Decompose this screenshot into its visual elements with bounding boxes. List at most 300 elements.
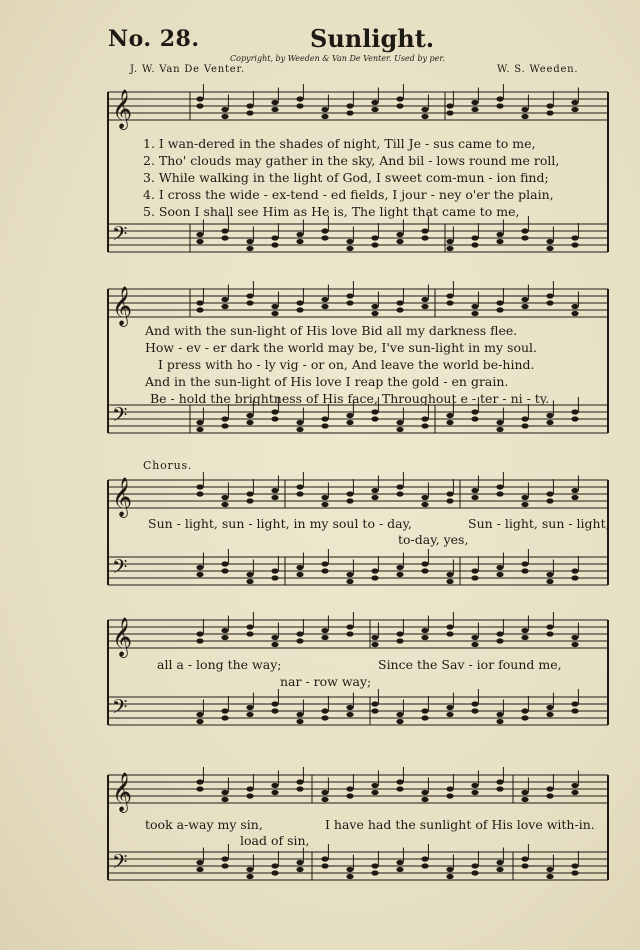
treble-clef-icon: 𝄞: [112, 477, 133, 517]
note-head: [446, 572, 453, 577]
note-head: [371, 790, 378, 795]
note-head: [396, 420, 403, 425]
note-head: [196, 427, 203, 432]
treble-clef-icon: 𝄞: [112, 286, 133, 326]
note-head: [221, 715, 228, 720]
note-head: [496, 491, 503, 496]
note-head: [446, 579, 453, 584]
note-head: [246, 293, 253, 298]
note-head: [521, 235, 528, 240]
note-head: [271, 235, 278, 240]
note-head: [346, 103, 353, 108]
note-head: [196, 96, 203, 101]
note-head: [221, 423, 228, 428]
note-head: [421, 228, 428, 233]
note-head: [346, 631, 353, 636]
note-head: [571, 488, 578, 493]
note-head: [371, 235, 378, 240]
chorus-line-1-right: Sun - light, sun - light,: [468, 516, 610, 531]
note-head: [371, 870, 378, 875]
note-head: [521, 423, 528, 428]
note-head: [396, 96, 403, 101]
note-head: [396, 300, 403, 305]
note-head: [196, 786, 203, 791]
note-head: [521, 856, 528, 861]
note-head: [221, 495, 228, 500]
note-head: [446, 793, 453, 798]
note-head: [246, 624, 253, 629]
note-head: [346, 624, 353, 629]
chorus-line-2-alt: nar - row way;: [280, 674, 372, 689]
note-head: [496, 427, 503, 432]
note-head: [371, 568, 378, 573]
note-head: [346, 239, 353, 244]
note-head: [346, 874, 353, 879]
note-head: [421, 304, 428, 309]
note-head: [396, 103, 403, 108]
note-head: [521, 863, 528, 868]
note-head: [496, 565, 503, 570]
note-head: [571, 242, 578, 247]
note-head: [296, 860, 303, 865]
note-head: [271, 568, 278, 573]
note-head: [571, 783, 578, 788]
note-head: [196, 712, 203, 717]
note-head: [296, 572, 303, 577]
verse-4-line-1: 4. I cross the wide - ex-tend - ed fields, I jour - ney o'er the plain,: [143, 187, 554, 202]
note-head: [546, 572, 553, 577]
note-head: [496, 779, 503, 784]
note-head: [571, 416, 578, 421]
note-head: [246, 239, 253, 244]
note-head: [546, 491, 553, 496]
note-head: [296, 631, 303, 636]
note-head: [196, 867, 203, 872]
note-head: [221, 797, 228, 802]
chorus-label: Chorus.: [143, 459, 193, 472]
note-head: [546, 103, 553, 108]
note-head: [296, 239, 303, 244]
note-head: [321, 856, 328, 861]
note-head: [271, 783, 278, 788]
note-head: [546, 579, 553, 584]
note-head: [446, 491, 453, 496]
note-head: [571, 790, 578, 795]
note-head: [296, 779, 303, 784]
note-head: [371, 701, 378, 706]
note-head: [246, 712, 253, 717]
note-head: [521, 568, 528, 573]
note-head: [246, 867, 253, 872]
note-head: [471, 863, 478, 868]
note-head: [546, 246, 553, 251]
note-head: [421, 635, 428, 640]
verse-3-line-1: 3. While walking in the light of God, I sweet com-mun - ion find;: [143, 170, 549, 185]
note-head: [321, 797, 328, 802]
note-head: [196, 491, 203, 496]
note-head: [396, 427, 403, 432]
lyricist-credit: J. W. Van De Venter.: [130, 64, 245, 75]
note-head: [421, 863, 428, 868]
verse-2-line-2: How - ev - er dark the world may be, I've sun-light in my soul.: [145, 340, 538, 355]
bass-clef-icon: 𝄢: [112, 222, 128, 250]
note-head: [471, 311, 478, 316]
note-head: [346, 413, 353, 418]
note-head: [521, 416, 528, 421]
note-head: [496, 103, 503, 108]
note-head: [321, 228, 328, 233]
note-head: [571, 304, 578, 309]
note-head: [571, 409, 578, 414]
chorus-line-3-alt: load of sin,: [240, 833, 310, 848]
verse-5-line-1: 5. Soon I shall see Him as He is, The light that came to me,: [143, 204, 520, 219]
note-head: [471, 635, 478, 640]
note-head: [421, 114, 428, 119]
note-head: [246, 705, 253, 710]
note-head: [371, 708, 378, 713]
note-head: [421, 708, 428, 713]
note-head: [446, 498, 453, 503]
note-head: [321, 423, 328, 428]
note-head: [221, 416, 228, 421]
note-head: [221, 856, 228, 861]
note-head: [371, 642, 378, 647]
note-head: [321, 495, 328, 500]
note-head: [246, 300, 253, 305]
note-head: [296, 491, 303, 496]
note-head: [421, 628, 428, 633]
note-head: [346, 793, 353, 798]
note-head: [471, 575, 478, 580]
note-head: [396, 786, 403, 791]
copyright-notice: Copyright, by Weeden & Van De Venter. Used by per.: [230, 54, 445, 63]
note-head: [346, 867, 353, 872]
note-head: [446, 631, 453, 636]
note-head: [246, 786, 253, 791]
note-head: [271, 701, 278, 706]
chorus-line-1-alt: to-day, yes,: [398, 532, 469, 547]
note-head: [496, 867, 503, 872]
note-head: [221, 568, 228, 573]
note-head: [221, 863, 228, 868]
note-head: [471, 107, 478, 112]
note-head: [471, 242, 478, 247]
note-head: [296, 484, 303, 489]
note-head: [546, 874, 553, 879]
note-head: [271, 790, 278, 795]
note-head: [396, 484, 403, 489]
note-head: [571, 107, 578, 112]
note-head: [271, 409, 278, 414]
note-head: [321, 863, 328, 868]
note-head: [471, 235, 478, 240]
note-head: [371, 107, 378, 112]
note-head: [346, 491, 353, 496]
note-head: [471, 701, 478, 706]
note-head: [446, 786, 453, 791]
note-head: [246, 420, 253, 425]
note-head: [221, 228, 228, 233]
note-head: [321, 568, 328, 573]
note-head: [571, 235, 578, 240]
note-head: [496, 860, 503, 865]
note-head: [296, 712, 303, 717]
note-head: [271, 863, 278, 868]
note-head: [546, 705, 553, 710]
note-head: [496, 239, 503, 244]
note-head: [246, 572, 253, 577]
hymn-title: Sunlight.: [310, 24, 435, 53]
note-head: [196, 565, 203, 570]
note-head: [446, 712, 453, 717]
note-head: [496, 786, 503, 791]
note-head: [196, 300, 203, 305]
note-head: [371, 242, 378, 247]
verse-5-line-2: Be - hold the brightness of His face, Throughout e - ter - ni - ty.: [150, 391, 550, 406]
note-head: [296, 232, 303, 237]
note-head: [496, 484, 503, 489]
bass-clef-icon: 𝄢: [112, 695, 128, 723]
note-head: [271, 635, 278, 640]
note-head: [346, 293, 353, 298]
note-head: [546, 239, 553, 244]
note-head: [221, 708, 228, 713]
note-head: [496, 712, 503, 717]
note-head: [421, 502, 428, 507]
verse-4-line-2: And in the sun-light of His love I reap the gold - en grain.: [145, 374, 509, 389]
note-head: [546, 420, 553, 425]
note-head: [471, 304, 478, 309]
note-head: [271, 100, 278, 105]
note-head: [471, 416, 478, 421]
note-head: [246, 631, 253, 636]
verse-2-line-1: 2. Tho' clouds may gather in the sky, And bil - lows round me roll,: [143, 153, 560, 168]
note-head: [446, 110, 453, 115]
note-head: [196, 779, 203, 784]
note-head: [371, 304, 378, 309]
note-head: [321, 304, 328, 309]
note-head: [246, 793, 253, 798]
note-head: [296, 307, 303, 312]
note-head: [446, 413, 453, 418]
note-head: [271, 575, 278, 580]
note-head: [571, 568, 578, 573]
note-head: [271, 416, 278, 421]
note-head: [296, 786, 303, 791]
note-head: [321, 416, 328, 421]
note-head: [296, 96, 303, 101]
note-head: [496, 307, 503, 312]
note-head: [321, 561, 328, 566]
note-head: [221, 235, 228, 240]
hymn-number: No. 28.: [108, 26, 200, 52]
note-head: [496, 631, 503, 636]
note-head: [546, 110, 553, 115]
note-head: [496, 232, 503, 237]
note-head: [396, 572, 403, 577]
note-head: [346, 705, 353, 710]
note-head: [246, 246, 253, 251]
note-head: [271, 495, 278, 500]
note-head: [521, 228, 528, 233]
note-head: [521, 790, 528, 795]
note-head: [196, 420, 203, 425]
note-head: [421, 568, 428, 573]
composer-credit: W. S. Weeden.: [497, 64, 579, 75]
note-head: [421, 495, 428, 500]
note-head: [446, 705, 453, 710]
note-head: [246, 103, 253, 108]
note-head: [521, 797, 528, 802]
note-head: [396, 565, 403, 570]
note-head: [521, 715, 528, 720]
note-head: [346, 572, 353, 577]
note-head: [321, 635, 328, 640]
note-head: [346, 246, 353, 251]
note-head: [221, 107, 228, 112]
note-head: [371, 783, 378, 788]
chorus-line-3-left: took a-way my sin,: [145, 817, 263, 832]
note-head: [396, 638, 403, 643]
note-head: [221, 628, 228, 633]
note-head: [421, 107, 428, 112]
chorus-line-1: Sun - light, sun - light, in my soul to - day,: [148, 516, 412, 531]
note-head: [371, 416, 378, 421]
note-head: [246, 413, 253, 418]
note-head: [421, 856, 428, 861]
note-head: [321, 107, 328, 112]
note-head: [246, 874, 253, 879]
note-head: [221, 114, 228, 119]
note-head: [371, 409, 378, 414]
verse-3-line-2: I press with ho - ly vig - or on, And leave the world be-hind.: [158, 357, 535, 372]
note-head: [571, 311, 578, 316]
note-head: [521, 297, 528, 302]
note-head: [296, 420, 303, 425]
note-head: [321, 297, 328, 302]
note-head: [496, 96, 503, 101]
note-head: [371, 635, 378, 640]
note-head: [571, 701, 578, 706]
note-head: [421, 235, 428, 240]
note-head: [571, 642, 578, 647]
note-head: [296, 427, 303, 432]
note-head: [321, 235, 328, 240]
note-head: [446, 624, 453, 629]
note-head: [346, 300, 353, 305]
note-head: [196, 103, 203, 108]
bass-clef-icon: 𝄢: [112, 403, 128, 431]
note-head: [346, 110, 353, 115]
note-head: [296, 638, 303, 643]
note-head: [271, 870, 278, 875]
note-head: [246, 491, 253, 496]
note-head: [496, 300, 503, 305]
note-head: [346, 579, 353, 584]
note-head: [521, 107, 528, 112]
note-head: [546, 867, 553, 872]
note-head: [346, 712, 353, 717]
note-head: [346, 786, 353, 791]
note-head: [446, 246, 453, 251]
note-head: [546, 631, 553, 636]
note-head: [346, 498, 353, 503]
note-head: [321, 114, 328, 119]
note-head: [521, 114, 528, 119]
note-head: [396, 779, 403, 784]
note-head: [471, 870, 478, 875]
note-head: [446, 239, 453, 244]
bass-clef-icon: 𝄢: [112, 850, 128, 878]
note-head: [571, 495, 578, 500]
note-head: [396, 867, 403, 872]
note-head: [321, 708, 328, 713]
note-head: [571, 635, 578, 640]
note-head: [546, 413, 553, 418]
note-head: [521, 708, 528, 713]
note-head: [296, 300, 303, 305]
note-head: [546, 624, 553, 629]
bass-clef-icon: 𝄢: [112, 555, 128, 583]
note-head: [471, 790, 478, 795]
note-head: [496, 572, 503, 577]
note-head: [471, 488, 478, 493]
note-head: [571, 575, 578, 580]
treble-clef-icon: 𝄞: [112, 89, 133, 129]
note-head: [321, 628, 328, 633]
note-head: [471, 409, 478, 414]
verse-1-line-2: And with the sun-light of His love Bid all my darkness flee.: [145, 323, 518, 338]
note-head: [221, 502, 228, 507]
note-head: [446, 867, 453, 872]
note-head: [196, 860, 203, 865]
note-head: [271, 304, 278, 309]
note-head: [271, 488, 278, 493]
note-head: [496, 420, 503, 425]
note-head: [496, 719, 503, 724]
note-head: [296, 103, 303, 108]
note-head: [396, 491, 403, 496]
note-head: [521, 628, 528, 633]
note-head: [396, 631, 403, 636]
note-head: [296, 719, 303, 724]
note-head: [196, 719, 203, 724]
note-head: [521, 635, 528, 640]
note-head: [446, 293, 453, 298]
note-head: [421, 715, 428, 720]
treble-clef-icon: 𝄞: [112, 617, 133, 657]
note-head: [446, 103, 453, 108]
chorus-line-2-right: Since the Sav - ior found me,: [378, 657, 562, 672]
note-head: [471, 568, 478, 573]
note-head: [546, 793, 553, 798]
note-head: [396, 860, 403, 865]
note-head: [196, 631, 203, 636]
note-head: [371, 311, 378, 316]
treble-clef-icon: 𝄞: [112, 772, 133, 812]
note-head: [221, 635, 228, 640]
note-head: [321, 790, 328, 795]
note-head: [221, 561, 228, 566]
note-head: [546, 712, 553, 717]
note-head: [571, 708, 578, 713]
note-head: [371, 863, 378, 868]
note-head: [196, 638, 203, 643]
note-head: [246, 498, 253, 503]
note-head: [221, 304, 228, 309]
note-head: [296, 565, 303, 570]
note-head: [371, 100, 378, 105]
